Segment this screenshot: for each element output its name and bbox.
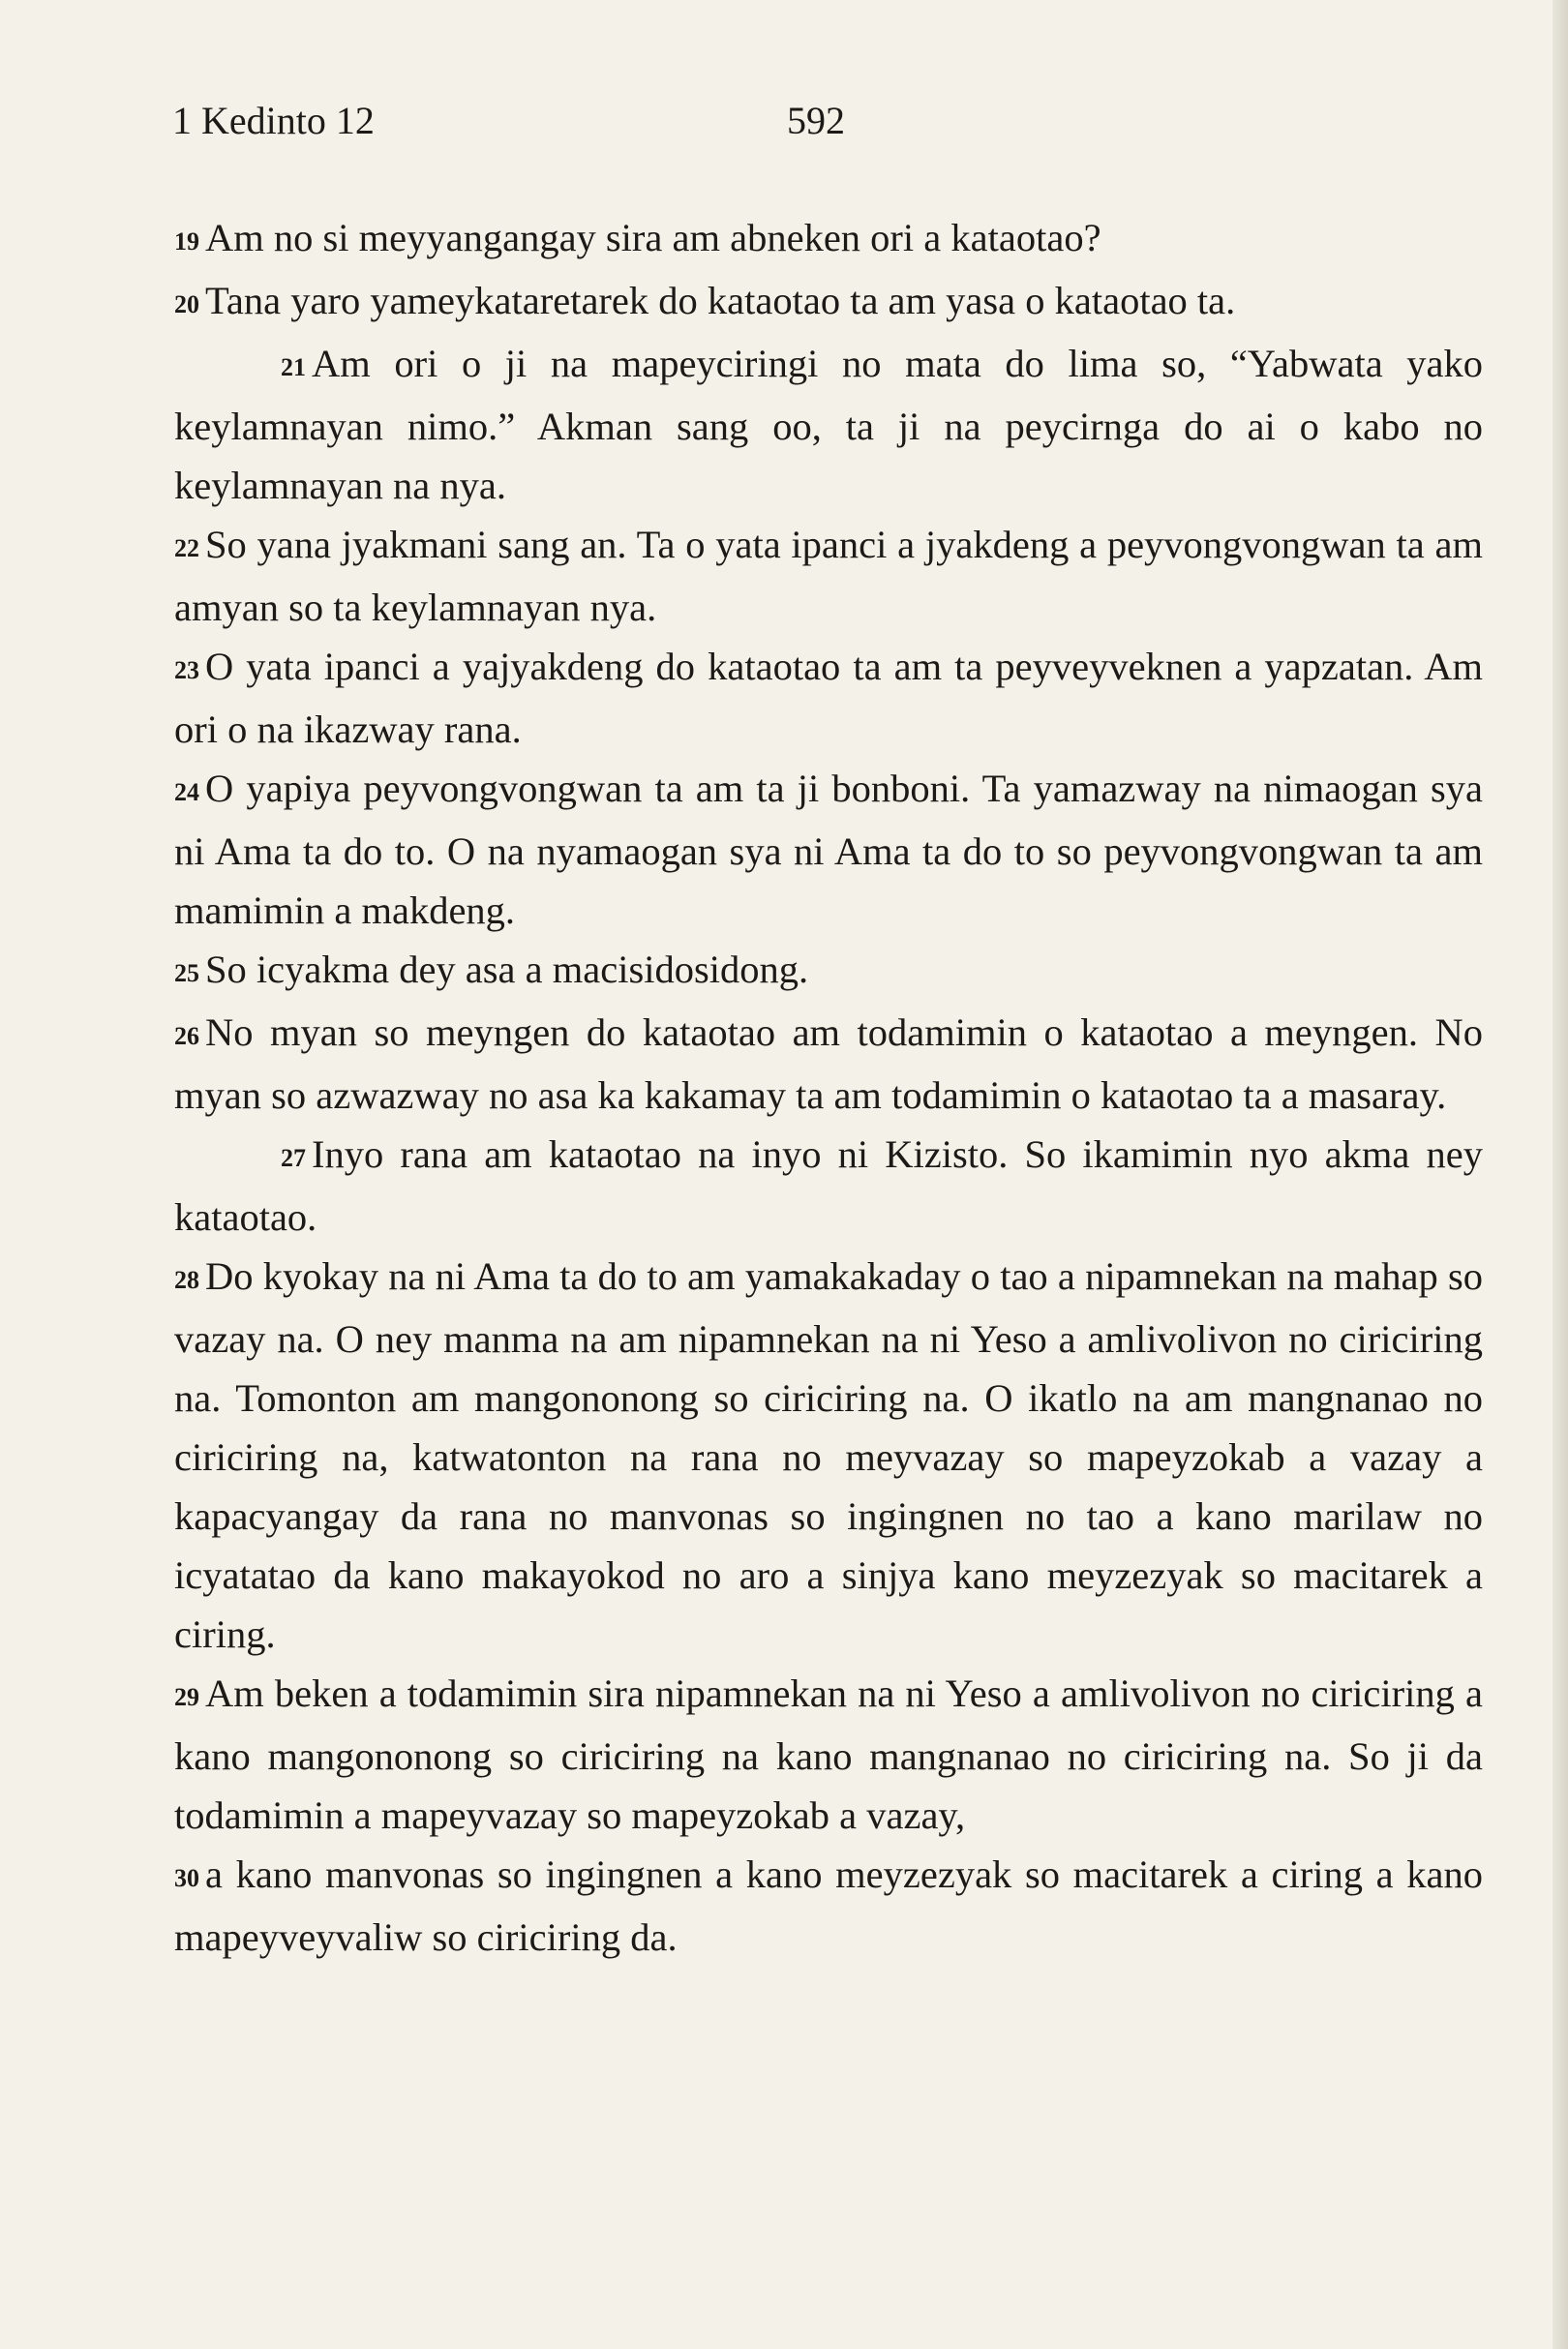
book-chapter-title: 1 Kedinto 12 <box>172 99 375 142</box>
verse-number: 21 <box>281 353 306 381</box>
verse-30 <box>174 1845 1483 1967</box>
verse-number: 26 <box>174 1022 199 1050</box>
verse-number: 27 <box>281 1144 306 1172</box>
verse-28 <box>174 1247 1483 1664</box>
verse-22 <box>174 515 1483 637</box>
verse-text: Am no si meyyangangay sira am abneken ori a kataotao? <box>205 216 1101 259</box>
verse-number: 20 <box>174 290 199 318</box>
verse-number: 19 <box>174 227 199 256</box>
verse-29 <box>174 1664 1483 1845</box>
verse-text: No myan so meyngen do kataotao am todamimin o kataotao a meyngen. No myan so azwazway no asa ka kakamay ta am todamimin o kataotao ta a masaray. <box>174 1010 1483 1117</box>
verse-20 <box>174 271 1483 334</box>
verse-text: Do kyokay na ni Ama ta do to am yamakakaday o tao a nipamnekan na mahap so vazay na. O ney manma na am nipamnekan na ni Yeso a amlivolivon no ciriciring na. Tomonton am mangononong so ciriciring na. O ikatlo na am mangnanao no ciriciring na, katwatonton na rana no meyvazay so mapeyzokab a vazay a kapacyangay da rana no manvonas so ingingnen no tao a kano marilaw no icyatatao da kano makayokod no aro a sinjya kano meyzezyak so macitarek a ciring. <box>174 1254 1483 1656</box>
verse-text: a kano manvonas so ingingnen a kano meyzezyak so macitarek a ciring a kano mapeyveyvaliw so ciriciring da. <box>174 1852 1483 1959</box>
verse-text: Am beken a todamimin sira nipamnekan na ni Yeso a amlivolivon no ciriciring a kano mangononong so ciriciring na kano mangnanao no ciriciring na. So ji da todamimin a mapeyvazay so mapeyzokab a vazay, <box>174 1671 1483 1837</box>
verse-number: 28 <box>174 1266 199 1294</box>
verse-number: 25 <box>174 959 199 987</box>
verse-25 <box>174 940 1483 1003</box>
verse-text: Inyo rana am kataotao na inyo ni Kizisto. So ikamimin nyo akma ney kataotao. <box>174 1132 1483 1239</box>
verse-text: O yapiya peyvongvongwan ta am ta ji bonboni. Ta yamazway na nimaogan sya ni Ama ta do to. O na nyamaogan sya ni Ama ta do to so peyvongvongwan ta am mamimin a makdeng. <box>174 767 1483 932</box>
verse-24 <box>174 759 1483 940</box>
verse-text: Am ori o ji na mapeyciringi no mata do lima so, “Yabwata yako keylamnayan nimo.” Akman sang oo, ta ji na peycirnga do ai o kabo no keylamnayan na nya. <box>174 342 1483 507</box>
verse-19 <box>174 208 1483 271</box>
verse-number: 24 <box>174 778 199 806</box>
verse-text: Tana yaro yameykataretarek do kataotao ta am yasa o kataotao ta. <box>205 279 1236 322</box>
scripture-text <box>174 208 1483 1967</box>
verse-26 <box>174 1003 1483 1125</box>
verse-number: 23 <box>174 656 199 684</box>
verse-text: So icyakma dey asa a macisidosidong. <box>205 948 809 991</box>
page-edge <box>1553 0 1568 2349</box>
running-header <box>172 92 1479 150</box>
verse-number: 29 <box>174 1683 199 1711</box>
verse-text: So yana jyakmani sang an. Ta o yata ipanci a jyakdeng a peyvongvongwan ta am amyan so ta keylamnayan nya. <box>174 523 1483 629</box>
verse-number: 30 <box>174 1864 199 1892</box>
page-number: 592 <box>787 99 845 142</box>
verse-27 <box>174 1125 1483 1247</box>
verse-21 <box>174 334 1483 515</box>
verse-number: 22 <box>174 534 199 562</box>
verse-23 <box>174 637 1483 759</box>
verse-text: O yata ipanci a yajyakdeng do kataotao ta am ta peyveyveknen a yapzatan. Am ori o na ikazway rana. <box>174 645 1483 751</box>
